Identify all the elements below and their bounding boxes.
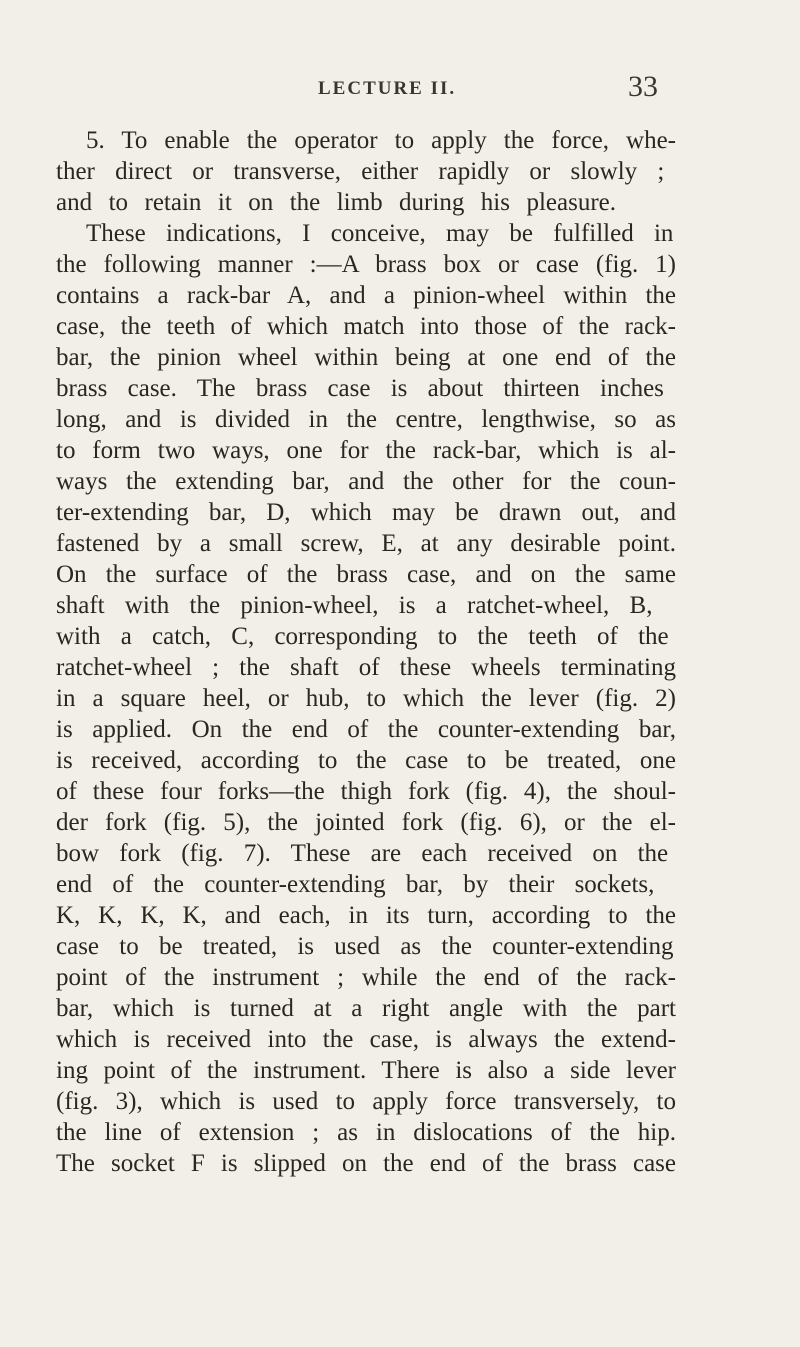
text-line: 5. To enable the operator to apply the force, whe- [86, 127, 676, 154]
text-line: These indications, I conceive, may be fulfilled in [86, 220, 674, 247]
text-line: On the surface of the brass case, and on the same [56, 561, 676, 588]
text-line: der fork (fig. 5), the jointed fork (fig. 6), or the el- [56, 809, 676, 836]
text-line: ing point of the instrument. There is also a side lever [56, 1057, 676, 1084]
text-line: of these four forks—the thigh fork (fig. 4), the shoul- [56, 778, 676, 805]
text-line: case to be treated, is used as the counter-extending [56, 933, 674, 960]
text-line: shaft with the pinion-wheel, is a ratchet-wheel, B, [56, 592, 653, 619]
running-head: LECTURE II. [318, 78, 457, 99]
text-line: is applied. On the end of the counter-extending bar, [56, 716, 676, 743]
text-line: fastened by a small screw, E, at any desirable point. [56, 530, 676, 557]
text-line: point of the instrument ; while the end of the rack- [56, 964, 676, 991]
text-line: the line of extension ; as in dislocations of the hip. [56, 1119, 676, 1146]
text-line: contains a rack-bar A, and a pinion-wheel within the [56, 282, 676, 309]
text-line: case, the teeth of which match into those of the rack- [56, 313, 676, 340]
text-line: and to retain it on the limb during his pleasure. [56, 189, 616, 216]
text-line: with a catch, C, corresponding to the teeth of the [56, 623, 669, 650]
text-line: bar, the pinion wheel within being at one end of the [56, 344, 676, 371]
text-line: (fig. 3), which is used to apply force transversely, to [56, 1088, 676, 1115]
text-line: which is received into the case, is always the extend- [56, 1026, 676, 1053]
text-line: in a square heel, or hub, to which the lever (fig. 2) [56, 685, 676, 712]
text-line: brass case. The brass case is about thirteen inches [56, 375, 664, 402]
text-line: bar, which is turned at a right angle with the part [56, 995, 676, 1022]
text-line: ways the extending bar, and the other for the coun- [56, 468, 676, 495]
text-line: the following manner :—A brass box or case (fig. 1) [56, 251, 676, 278]
text-line: ratchet-wheel ; the shaft of these wheels terminating [56, 654, 676, 681]
text-line: to form two ways, one for the rack-bar, which is al- [56, 437, 676, 464]
text-line: long, and is divided in the centre, lengthwise, so as [56, 406, 676, 433]
text-line: K, K, K, K, and each, in its turn, according to the [56, 902, 676, 929]
text-line: end of the counter-extending bar, by their sockets, [56, 871, 655, 898]
text-line: is received, according to the case to be treated, one [56, 747, 676, 774]
text-line: ther direct or transverse, either rapidly or slowly ; [56, 158, 665, 185]
text-line: The socket F is slipped on the end of the brass case [56, 1150, 676, 1177]
text-line: bow fork (fig. 7). These are each received on the [56, 840, 669, 867]
page-number: 33 [628, 70, 658, 103]
text-line: ter-extending bar, D, which may be drawn out, and [56, 499, 676, 526]
